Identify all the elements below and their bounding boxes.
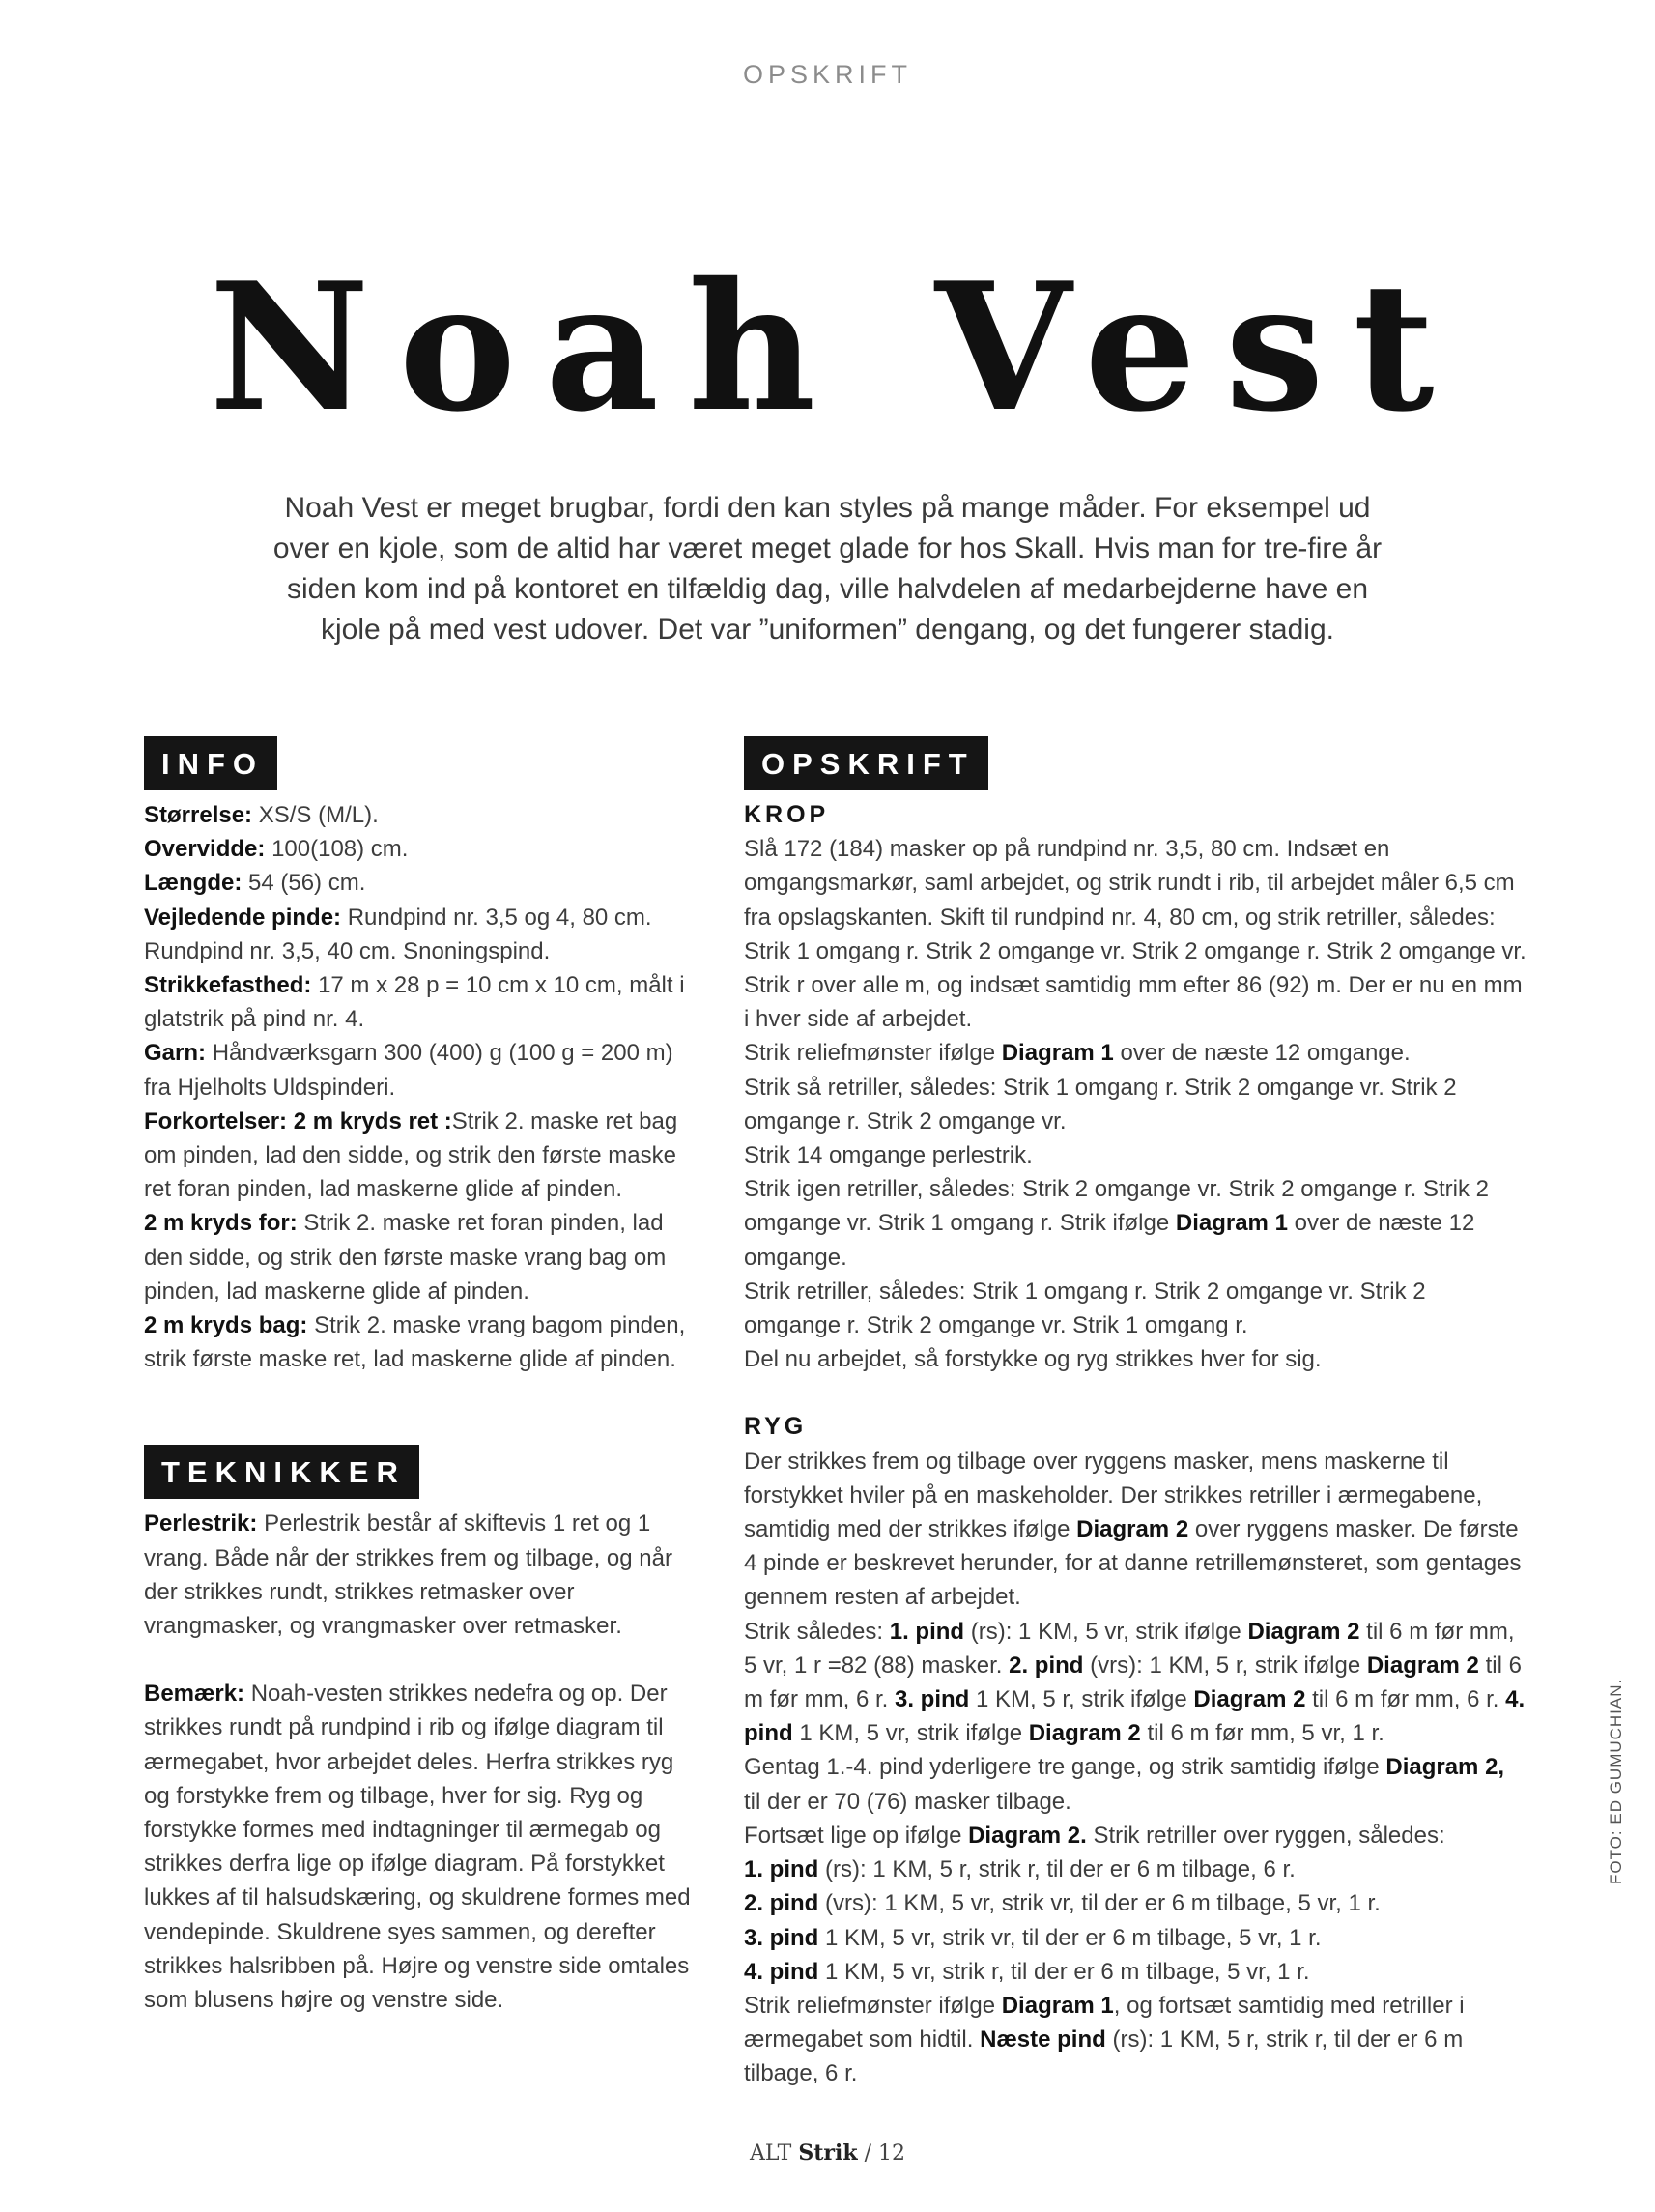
back-paragraph-4: Fortsæt lige op ifølge Diagram 2. Strik retriller over ryggen, således: (744, 1822, 1445, 1849)
ridge-row-1: 1. pind (rs): 1 KM, 5 r, strik r, til der er 6 m tilbage, 6 r. (744, 1856, 1296, 1883)
ridge-row-2: 2. pind (vrs): 1 KM, 5 vr, strik vr, til der er 6 m tilbage, 5 vr, 1 r. (744, 1890, 1381, 1917)
photo-credit: FOTO: ED GUMUCHIAN. (1607, 1678, 1625, 1884)
intro-paragraph: Noah Vest er meget brugbar, fordi den kan styles på mange måder. For eksempel ud over en kjole, som de altid har været meget glade for hos Skall. Hvis man for tre-fire år siden kom ind på kontoret en tilfældig dag, ville halvdelen af medarbejderne have en kjole på med vest udover. Det var ”uniformen” dengang, og det fungerer stadig. (272, 492, 1383, 646)
back-paragraph-3: Gentag 1.-4. pind yderligere tre gange, og strik samtidig ifølge Diagram 2, til der er 70 (76) masker tilbage. (744, 1754, 1505, 1815)
abbreviations-label: Forkortelser: (144, 1107, 288, 1135)
abbr3-label: 2 m kryds bag: (144, 1312, 308, 1339)
right-column (744, 736, 1527, 2091)
abbr1-value: Strik 2. maske ret bag om pinden, lad den sidde, og strik den første maske ret foran pinden, lad maskerne glide af pinden. (144, 1107, 678, 1203)
ridge-row-3: 3. pind 1 KM, 5 vr, strik vr, til der er 6 m tilbage, 5 vr, 1 r. (744, 1924, 1322, 1951)
ridge-row-4: 4. pind 1 KM, 5 vr, strik r, til der er 6 m tilbage, 5 vr, 1 r. (744, 1958, 1310, 1985)
back-paragraph-5: Strik reliefmønster ifølge Diagram 1, og fortsæt samtidig med retriller i ærmegabet som hidtil. Næste pind (rs): 1 KM, 5 r, strik r, til der er 6 m tilbage, 6 r. (744, 1992, 1465, 2087)
chest-label: Overvidde: (144, 836, 266, 863)
techniques-heading: TEKNIKKER (144, 1445, 419, 1499)
needles-label: Vejledende pinde: (144, 904, 342, 931)
back-rows: Strik således: 1. pind (rs): 1 KM, 5 vr, strik ifølge Diagram 2 til 6 m før mm, 5 vr, 1 r =82 (88) masker. 2. pind (vrs): 1 KM, 5 r, strik ifølge Diagram 2 til 6 m før mm, 6 r. 3. pind 1 KM, 5 r, strik ifølge Diagram 2 til 6 m før mm, 6 r. 4. pind 1 KM, 5 vr, strik ifølge Diagram 2 til 6 m før mm, 5 vr, 1 r. (744, 1618, 1526, 1747)
abbr1-label: 2 m kryds ret : (293, 1107, 452, 1135)
gauge-value: 17 m x 28 p = 10 cm x 10 cm, målt i glatstrik på pind nr. 4. (144, 972, 685, 1033)
body-paragraph-7: Del nu arbejdet, så forstykke og ryg strikkes hver for sig. (744, 1346, 1322, 1373)
body-subheading: KROP (744, 801, 830, 828)
section-header: OPSKRIFT (742, 60, 912, 89)
body-paragraph-3: Strik så retriller, således: Strik 1 omgang r. Strik 2 omgange vr. Strik 2 omgange r. Strik 2 omgange vr. (744, 1074, 1457, 1135)
yarn-value: Håndværksgarn 300 (400) g (100 g = 200 m) fra Hjelholts Uldspinderi. (144, 1040, 673, 1101)
back-paragraph-1: Der strikkes frem og tilbage over ryggens masker, mens maskerne til forstykket hviler på en maskeholder. Der strikkes retriller i ærmegabene, samtidig med der strikkes ifølge Diagram 2 over ryggens masker. De første 4 pinde er beskrevet herunder, for at danne retrillemønsteret, som gentages gennem resten af arbejdet. (744, 1448, 1522, 1611)
size-label: Størrelse: (144, 802, 253, 828)
footer-brand: Strik (798, 2140, 858, 2166)
body-paragraph-2: Strik reliefmønster ifølge Diagram 1 over de næste 12 omgange. (744, 1040, 1411, 1067)
body-paragraph-1: Slå 172 (184) masker op på rundpind nr. 3,5, 80 cm. Indsæt en omgangsmarkør, saml arbejdet, og strik rundt i rib, til arbejdet måler 6,5 cm fra opslagskanten. Skift til rundpind nr. 4, 80 cm, og strik retriller, således: Strik 1 omgang r. Strik 2 omgange vr. Strik 2 omgange r. Strik 2 omgange vr. Strik r over alle m, og indsæt samtidig mm efter 86 (92) m. Der er nu en mm i hver side af arbejdet. (744, 836, 1527, 1033)
note-label: Bemærk: (144, 1681, 245, 1708)
length-value: 54 (56) cm. (248, 870, 366, 897)
recipe-heading: OPSKRIFT (744, 736, 988, 790)
body-paragraph-5: Strik igen retriller, således: Strik 2 omgange vr. Strik 2 omgange r. Strik 2 omgange vr. Strik 1 omgang r. Strik ifølge Diagram 1 over de næste 12 omgange. (744, 1176, 1489, 1271)
info-section (144, 798, 704, 1376)
abbr3-value: Strik 2. maske vrang bagom pinden, strik første maske ret, lad maskerne glide af pinden. (144, 1312, 686, 1373)
gauge-label: Strikkefasthed: (144, 972, 312, 999)
footer-alt: ALT (749, 2141, 792, 2166)
page-footer (0, 2140, 1655, 2166)
page-title: Noah Vest (209, 244, 1464, 450)
body-section (744, 798, 1527, 2091)
left-column (144, 736, 704, 2017)
info-heading: INFO (144, 736, 277, 790)
size-value: XS/S (M/L). (258, 802, 379, 828)
length-label: Længde: (144, 870, 243, 897)
chest-value: 100(108) cm. (271, 836, 409, 863)
note-text: Noah-vesten strikkes nedefra og op. Der strikkes rundt på rundpind i rib og ifølge diagram til ærmegabet, hvor arbejdet deles. Herfra strikkes ryg og forstykke frem og tilbage, hver for sig. Ryg og forstykke formes med indtagninger til ærmegab og strikkes derfra lige op ifølge diagram. På forstykket lukkes af til halsudskæring, og skuldrene formes med vendepinde. Skuldrene syes sammen, og derefter strikkes halsribben på. Højre og venstre side omtales som blusens højre og venstre side. (144, 1681, 691, 2014)
techniques-section (144, 1507, 704, 2017)
body-paragraph-4: Strik 14 omgange perlestrik. (744, 1142, 1033, 1169)
yarn-label: Garn: (144, 1040, 207, 1067)
back-subheading: RYG (744, 1413, 808, 1441)
seed-stitch-text: Perlestrik består af skiftevis 1 ret og 1 vrang. Både når der strikkes frem og tilbage, og når der strikkes rundt, strikkes retmasker over vrangmasker, og vrangmasker over retmasker. (144, 1510, 672, 1640)
seed-stitch-label: Perlestrik: (144, 1510, 258, 1537)
page-number: / 12 (864, 2141, 906, 2166)
abbr2-label: 2 m kryds for: (144, 1210, 298, 1237)
abbr2-value: Strik 2. maske ret foran pinden, lad den sidde, og strik den første maske vrang bag om pinden, lad maskerne glide af pinden. (144, 1210, 667, 1305)
needles-value: Rundpind nr. 3,5 og 4, 80 cm. Rundpind nr. 3,5, 40 cm. Snoningspind. (144, 904, 652, 964)
body-paragraph-6: Strik retriller, således: Strik 1 omgang r. Strik 2 omgange vr. Strik 2 omgange r. Strik 2 omgange vr. Strik 1 omgang r. (744, 1278, 1426, 1339)
